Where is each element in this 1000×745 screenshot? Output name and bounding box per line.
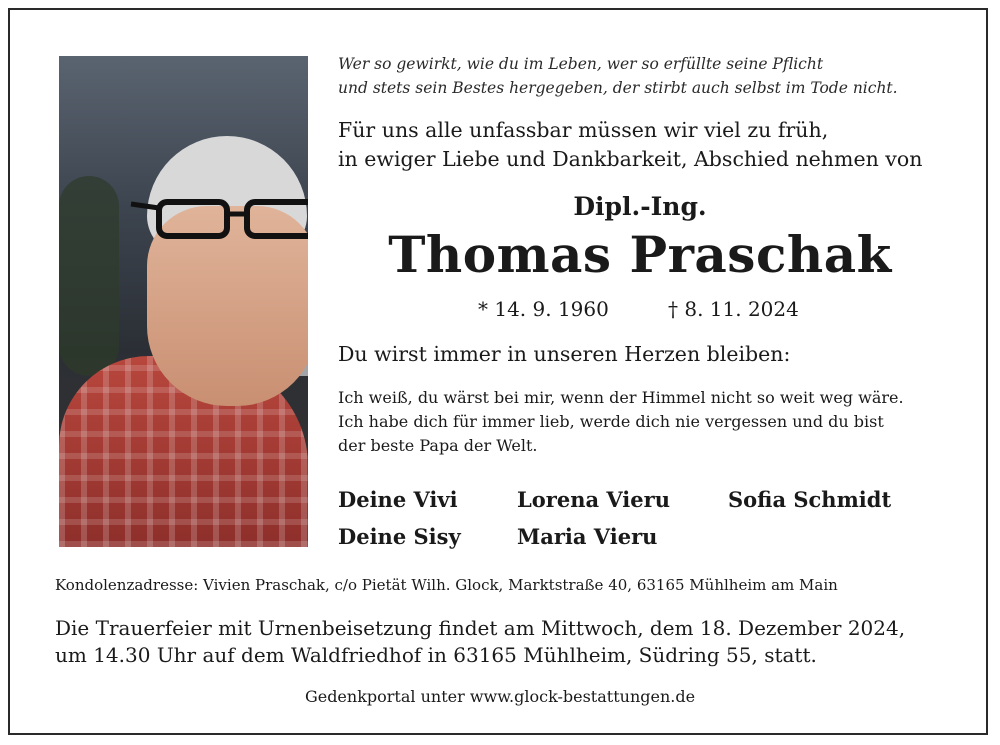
photo-glasses xyxy=(129,194,308,244)
portrait-photo xyxy=(59,56,308,547)
quote-line-2: und stets sein Bestes hergegeben, der stirbt auch selbst im Tode nicht. xyxy=(338,79,898,97)
poem-line-3: der beste Papa der Welt. xyxy=(338,436,538,455)
signature-4: Deine Sisy xyxy=(338,524,461,549)
intro-line-2: in ewiger Liebe und Dankbarkeit, Abschied nehmen von xyxy=(338,147,923,171)
poem-line-1: Ich weiß, du wärst bei mir, wenn der Himmel nicht so weit weg wäre. xyxy=(338,388,904,407)
signature-1: Deine Vivi xyxy=(338,487,458,512)
poem xyxy=(338,386,948,458)
photo-background-tree xyxy=(59,176,119,376)
poem-line-2: Ich habe dich für immer lieb, werde dich nie vergessen und du bist xyxy=(338,412,884,431)
academic-title: Dipl.-Ing. xyxy=(573,192,707,221)
opening-quote xyxy=(338,52,958,100)
quote-line-1: Wer so gewirkt, wie du im Leben, wer so erfüllte seine Pflicht xyxy=(338,55,824,73)
deceased-name: Thomas Praschak xyxy=(388,225,892,284)
condolence-address: Kondolenzadresse: Vivien Praschak, c/o Pietät Wilh. Glock, Marktstraße 40, 63165 Mühlheim am Main xyxy=(55,576,838,594)
memorial-portal-link[interactable]: Gedenkportal unter www.glock-bestattungen.de xyxy=(304,687,696,706)
heart-line: Du wirst immer in unseren Herzen bleiben: xyxy=(338,342,791,366)
service-line-2: um 14.30 Uhr auf dem Waldfriedhof in 63165 Mühlheim, Südring 55, statt. xyxy=(55,643,817,667)
service-line-1: Die Trauerfeier mit Urnenbeisetzung findet am Mittwoch, dem 18. Dezember 2024, xyxy=(55,616,906,640)
service-info xyxy=(55,615,905,669)
signature-2: Lorena Vieru xyxy=(517,487,670,512)
intro-text xyxy=(338,116,922,174)
signature-5: Maria Vieru xyxy=(517,524,658,549)
signature-3: Sofia Schmidt xyxy=(728,487,892,512)
death-date: † 8. 11. 2024 xyxy=(668,297,799,321)
intro-line-1: Für uns alle unfassbar müssen wir viel zu früh, xyxy=(338,118,829,142)
birth-date: * 14. 9. 1960 xyxy=(478,297,609,321)
